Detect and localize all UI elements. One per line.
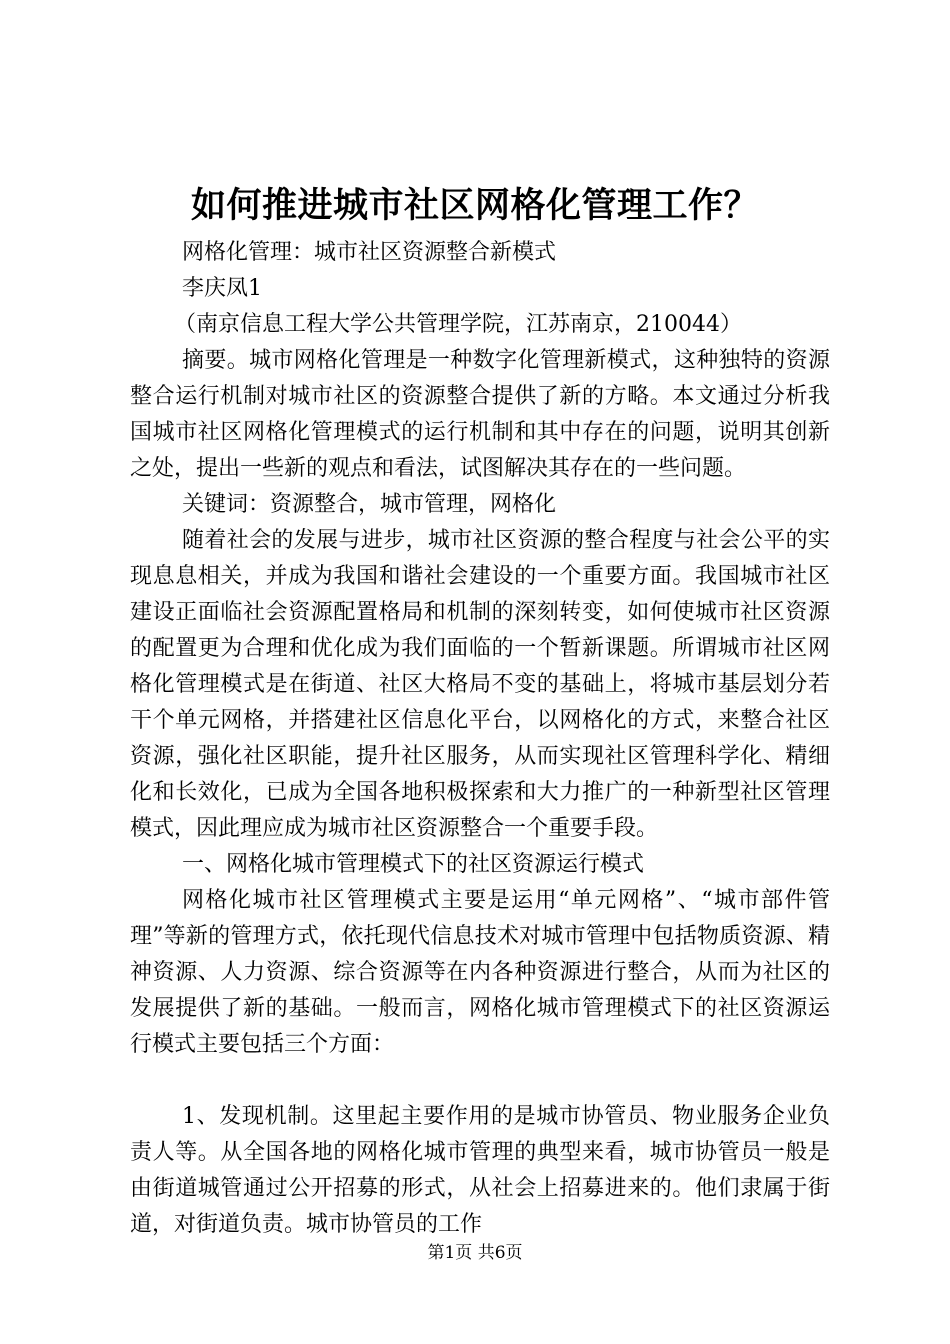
paragraph: 随着社会的发展与进步，城市社区资源的整合程度与社会公平的实现息息相关，并成为我国和谐社会建设的一个重要方面。我国城市社区建设正面临社会资源配置格局和机制的深刻转变，如何使城市社区资源的配置更为合理和优化成为我们面临的一个暂新课题。所谓城市社区网格化管理模式是在街道、社区大格局不变的基础上，将城市基层划分若干个单元网格，并搭建社区信息化平台，以网格化的方式，来整合社区资源，强化社区职能，提升社区服务，从而实现社区管理科学化、精细化和长效化，已成为全国各地积极探索和大力推广的一种新型社区管理模式，因此理应成为城市社区资源整合一个重要手段。 bbox=[130, 528, 830, 841]
paragraph: 网格化城市社区管理模式主要是运用“单元网格”、“城市部件管理”等新的管理方式，依托现代信息技术对城市管理中包括物质资源、精神资源、人力资源、综合资源等在内各种资源进行整合，从而为社区的发展提供了新的基础。一般而言，网格化城市管理模式下的社区资源运行模式主要包括三个方面： bbox=[130, 888, 830, 1057]
paragraph-gap bbox=[130, 1063, 830, 1099]
page-footer: 第1页 共6页 bbox=[427, 1243, 523, 1263]
section-heading: 一、网格化城市管理模式下的社区资源运行模式 bbox=[182, 852, 645, 877]
abstract: 摘要。城市网格化管理是一种数字化管理新模式，这种独特的资源整合运行机制对城市社区的资源整合提供了新的方略。本文通过分析我国城市社区网格化管理模式的运行机制和其中存在的问题，说明其创新之处，提出一些新的观点和看法，试图解决其存在的一些问题。 bbox=[130, 348, 830, 481]
document-body bbox=[130, 235, 830, 1243]
document-title: 如何推进城市社区网格化管理工作？ bbox=[190, 185, 759, 226]
affiliation: （南京信息工程大学公共管理学院，江苏南京，210044） bbox=[174, 312, 742, 337]
subtitle: 网格化管理：城市社区资源整合新模式 bbox=[182, 240, 557, 265]
author: 李庆凤1 bbox=[182, 276, 262, 301]
keywords: 关键词：资源整合，城市管理，网格化 bbox=[182, 492, 557, 517]
paragraph: 1、发现机制。这里起主要作用的是城市协管员、物业服务企业负责人等。从全国各地的网格化城市管理的典型来看，城市协管员一般是由街道城管通过公开招募的形式，从社会上招募进来的。他们隶属于街道，对街道负责。城市协管员的工作 bbox=[130, 1104, 830, 1237]
